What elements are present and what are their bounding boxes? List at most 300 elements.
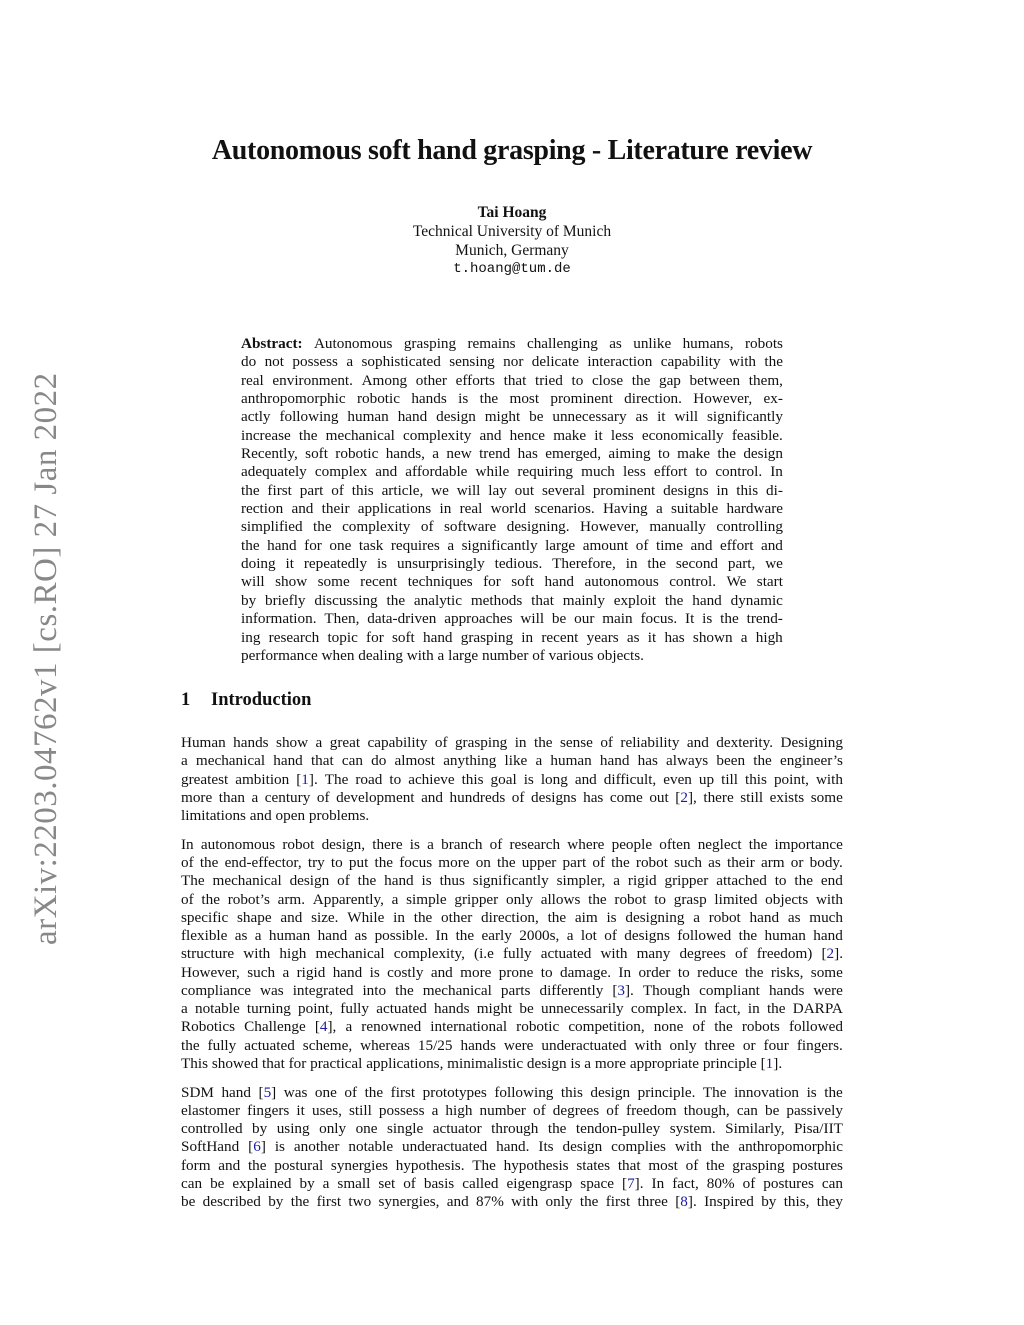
word: sophisticated <box>361 353 441 371</box>
word: effort <box>653 463 688 481</box>
word: robotic <box>356 390 400 408</box>
word: the <box>181 1036 200 1054</box>
word: Challenge <box>244 1018 306 1036</box>
word: the <box>631 371 651 389</box>
word: designing. <box>506 518 570 536</box>
citation-link[interactable]: 7 <box>627 1174 635 1192</box>
word: rigid <box>296 963 326 981</box>
word: However, <box>181 963 240 981</box>
word: a <box>181 1000 188 1017</box>
word: soft <box>391 628 415 646</box>
word: by <box>241 591 257 609</box>
citation-link[interactable]: 5 <box>263 1083 272 1101</box>
word: to <box>695 463 708 481</box>
word: of <box>489 835 503 853</box>
word: 2000s, <box>519 927 560 944</box>
citation-link[interactable]: 2 <box>826 945 835 963</box>
word: [1]. <box>760 1054 783 1072</box>
word: manually <box>649 518 706 536</box>
word: less <box>622 463 646 481</box>
word: requires <box>390 536 440 554</box>
word: scheme, <box>302 1036 353 1054</box>
word: of <box>600 734 613 751</box>
word: called <box>462 1174 499 1192</box>
word: main <box>602 610 633 628</box>
word: prototypes <box>422 1083 487 1101</box>
word: be <box>764 1101 780 1119</box>
word: In <box>618 963 632 981</box>
word: importance <box>774 835 843 853</box>
word: start <box>756 573 783 591</box>
text-line <box>241 610 783 628</box>
abstract-label: Abstract: <box>241 335 303 352</box>
word: hand <box>273 752 303 770</box>
word: the <box>824 1083 843 1101</box>
word: with <box>511 1193 539 1210</box>
word: control. <box>669 573 717 591</box>
introduction-body <box>181 734 843 1222</box>
word: a <box>251 788 259 806</box>
word: we <box>765 555 783 573</box>
word: Among <box>361 371 408 389</box>
word: of <box>606 1101 619 1119</box>
word: grasping <box>403 335 457 352</box>
word: design <box>436 408 476 426</box>
word: designing <box>625 908 685 926</box>
word: efforts <box>455 371 495 389</box>
word: much <box>809 908 843 926</box>
word: mechanical <box>195 752 266 770</box>
citation-link[interactable]: 4 <box>319 1018 328 1036</box>
word: following <box>279 408 339 426</box>
word: and <box>686 734 709 751</box>
word: [6] <box>248 1138 266 1156</box>
word: of <box>316 788 330 806</box>
word: aiming <box>608 445 651 463</box>
word: try <box>307 854 325 871</box>
word: of <box>685 1156 699 1174</box>
word: is <box>806 1083 817 1101</box>
word: put <box>348 854 369 871</box>
word: their <box>726 854 755 871</box>
word: of <box>420 518 434 536</box>
word: delicate <box>531 353 579 371</box>
word: fact, <box>672 1174 699 1192</box>
word: the <box>386 591 406 609</box>
word: as <box>609 335 622 352</box>
citation-link[interactable]: 8 <box>680 1193 688 1210</box>
word: will <box>241 573 265 591</box>
word: The <box>472 1156 496 1174</box>
word: arm <box>761 854 785 871</box>
word: soft <box>511 573 535 591</box>
word: road <box>355 770 383 788</box>
word: can <box>736 1101 758 1119</box>
word: renowned <box>361 1018 422 1036</box>
word: [2]. <box>821 945 843 963</box>
word: a <box>447 536 455 554</box>
word: focus. <box>640 610 678 628</box>
word: that <box>262 1054 285 1072</box>
word: grasping <box>460 628 514 646</box>
word: more <box>181 788 213 806</box>
word: be <box>181 1193 196 1210</box>
word: 87% <box>476 1193 504 1210</box>
word: grasping <box>732 1156 785 1174</box>
word: a <box>584 1054 592 1072</box>
word: scenarios. <box>534 500 595 518</box>
word: degrees <box>679 945 726 963</box>
word: another <box>293 1138 340 1156</box>
word: a <box>391 890 399 908</box>
text-line <box>241 353 783 371</box>
text-line <box>181 1120 843 1138</box>
text-line <box>241 518 783 536</box>
word: till <box>721 770 738 788</box>
word: been <box>716 752 746 770</box>
word: ambition <box>235 770 290 788</box>
word: or <box>742 1036 756 1054</box>
word: focus <box>399 854 433 871</box>
word: robotic <box>335 445 379 463</box>
word: only <box>669 1036 697 1054</box>
word: their <box>321 500 350 518</box>
word: the <box>364 1083 384 1101</box>
word: will <box>674 408 699 426</box>
word: underactuated <box>402 1138 488 1156</box>
text-line <box>241 537 783 555</box>
text-line <box>241 408 783 426</box>
word: size. <box>311 908 339 926</box>
word: like <box>504 752 528 770</box>
word: flexible <box>181 927 228 944</box>
word: rection <box>241 500 284 518</box>
word: of <box>635 536 649 554</box>
word: early <box>481 927 512 944</box>
word: of <box>692 1018 706 1036</box>
word: uses, <box>311 1101 342 1119</box>
word: autonomous <box>584 573 659 591</box>
word: be <box>551 610 567 628</box>
word: objects. <box>597 646 644 664</box>
word: hand <box>384 872 414 890</box>
citation-link[interactable]: 1 <box>301 770 309 788</box>
word: approaches <box>444 610 513 628</box>
word: and <box>430 963 453 981</box>
word: prominent <box>592 481 656 499</box>
citation-link[interactable]: 6 <box>253 1138 261 1156</box>
text-line <box>241 463 783 481</box>
word: risks, <box>770 963 804 981</box>
word: as <box>234 927 248 944</box>
word: the <box>497 854 516 871</box>
word: difficult, <box>603 770 657 788</box>
word: hardware <box>726 500 783 518</box>
word: a <box>427 835 434 853</box>
word: economically <box>641 426 724 444</box>
word: principle <box>702 1054 757 1072</box>
word: hand <box>599 752 630 770</box>
word: nor <box>503 353 524 371</box>
word: the <box>357 872 377 890</box>
citation-link[interactable]: 3 <box>617 981 625 999</box>
word: emerged, <box>545 445 602 463</box>
word: (i.e <box>474 945 494 963</box>
citation-link[interactable]: 2 <box>680 788 688 806</box>
word: even <box>663 770 692 788</box>
text-line <box>241 629 783 647</box>
word: complexity, <box>393 945 465 963</box>
word: 80% <box>706 1174 735 1192</box>
word: task <box>358 536 384 554</box>
word: still <box>740 788 764 806</box>
word: principle. <box>637 1083 696 1101</box>
text-line <box>181 1084 843 1102</box>
word: show <box>275 573 308 591</box>
word: on <box>475 854 491 871</box>
word: sense <box>559 734 593 751</box>
text-line <box>181 909 843 927</box>
word: Its <box>538 1138 554 1156</box>
word: is <box>369 963 380 981</box>
word: with <box>634 1036 662 1054</box>
word: is <box>421 872 432 890</box>
word: SDM <box>181 1083 214 1101</box>
word: is <box>274 1138 285 1156</box>
word: appropriate <box>629 1054 700 1072</box>
word: upper <box>521 854 557 871</box>
word: a <box>322 1174 330 1192</box>
word: innovation <box>734 1083 800 1101</box>
word: postures <box>763 1174 814 1192</box>
word: as <box>635 408 649 426</box>
word: hypothesis. <box>395 1156 465 1174</box>
word: significantly <box>472 872 549 890</box>
word: three <box>637 1193 668 1210</box>
word: the <box>766 1000 786 1017</box>
word: of <box>337 872 350 890</box>
word: topic <box>327 628 358 646</box>
text-line <box>241 372 783 390</box>
word: a <box>566 927 574 944</box>
word: passively <box>786 1101 843 1119</box>
word: the <box>533 734 553 751</box>
word: a <box>740 628 748 646</box>
word: grasping <box>454 734 508 751</box>
word: it <box>285 555 294 573</box>
word: can <box>821 1174 843 1192</box>
word: might <box>484 408 521 426</box>
word: is <box>458 390 469 408</box>
word: complex <box>314 463 368 481</box>
word: lay <box>488 481 507 499</box>
word: one <box>329 536 352 554</box>
word: feasible. <box>731 426 783 444</box>
word: robot <box>635 854 668 871</box>
word: applications <box>357 500 432 518</box>
word: aim <box>574 908 598 926</box>
word: robot’s <box>227 890 270 908</box>
word: such <box>247 963 276 981</box>
text-line <box>181 891 843 909</box>
word: complexity <box>342 518 411 536</box>
text-line <box>241 573 783 591</box>
word: postures <box>792 1156 843 1174</box>
word: to <box>330 854 343 871</box>
word: design <box>743 445 783 463</box>
word: In <box>770 463 783 481</box>
word: with <box>406 646 434 664</box>
word: always <box>666 752 709 770</box>
word: ex- <box>763 390 783 408</box>
word: high <box>445 1101 473 1119</box>
text-line <box>181 964 843 982</box>
word: is <box>523 770 534 788</box>
word: The <box>702 1083 727 1101</box>
word: the <box>753 752 772 770</box>
word: high <box>279 945 307 963</box>
word: with <box>600 945 628 963</box>
word: other <box>441 908 473 926</box>
word: to <box>540 963 553 981</box>
word: a <box>346 353 354 371</box>
word: it <box>594 426 603 444</box>
word: the <box>579 1193 599 1210</box>
word: mechanical <box>325 426 395 444</box>
word: of <box>344 1083 358 1101</box>
word: a <box>315 734 323 751</box>
word: Recently, <box>241 445 298 463</box>
word: with <box>815 770 843 788</box>
word: as <box>354 927 368 944</box>
word: This <box>181 1054 209 1072</box>
word: the <box>720 610 739 628</box>
word: of <box>742 1174 756 1192</box>
word: discussing <box>314 591 378 609</box>
word: the <box>290 1193 310 1210</box>
word: hundreds <box>449 788 506 806</box>
word: In <box>694 1000 707 1017</box>
word: ing <box>241 628 261 646</box>
word: for <box>366 628 384 646</box>
word: parts <box>500 981 531 999</box>
word: The <box>181 872 205 890</box>
word: has <box>583 788 604 806</box>
text-line <box>181 854 843 872</box>
word: Human <box>181 734 226 751</box>
word: hand <box>749 908 780 926</box>
word: arm. <box>277 890 306 908</box>
word: only <box>545 1193 573 1210</box>
word: the <box>738 927 758 944</box>
word: SoftHand <box>181 1138 240 1156</box>
word: it <box>657 408 666 426</box>
word: a <box>254 927 262 944</box>
word: However, <box>580 518 639 536</box>
word: rigid <box>627 872 657 890</box>
word: dexterity. <box>716 734 774 751</box>
word: a <box>437 646 445 664</box>
word: adequately <box>241 463 307 481</box>
word: large <box>448 646 479 664</box>
author-affiliation: Technical University of Munich <box>412 223 612 240</box>
word: greatest <box>181 770 229 788</box>
word: people <box>611 835 653 853</box>
word: hands <box>233 734 269 751</box>
word: significantly <box>707 408 783 426</box>
citation-link[interactable]: 1 <box>765 1054 774 1072</box>
word: up <box>698 770 715 788</box>
word: hand <box>221 1083 251 1101</box>
word: a <box>181 752 188 770</box>
word: make <box>677 445 711 463</box>
word: they <box>816 1193 843 1210</box>
word: other <box>415 371 447 389</box>
word: and <box>291 500 314 518</box>
word: the <box>794 872 813 890</box>
word: In <box>651 1174 665 1192</box>
text-line <box>181 1055 843 1073</box>
word: designs <box>530 788 577 806</box>
word: real <box>459 500 483 518</box>
word: hands <box>460 1036 496 1054</box>
word: be <box>529 408 544 426</box>
word: will <box>520 610 545 628</box>
text-line <box>181 1000 843 1018</box>
word: [3]. <box>612 981 634 999</box>
word: hence <box>509 426 546 444</box>
word: of <box>511 788 525 806</box>
word: in <box>514 734 527 751</box>
word: only <box>505 890 533 908</box>
word: goal <box>490 770 517 788</box>
word: direction, <box>481 908 539 926</box>
word: attached <box>716 872 767 890</box>
word: with <box>674 1138 702 1156</box>
word: design, <box>321 835 366 853</box>
word: most <box>509 390 540 408</box>
word: space <box>580 1174 615 1192</box>
word: has <box>517 445 538 463</box>
word: the <box>201 890 220 908</box>
word: high <box>755 628 783 646</box>
word: there <box>703 788 734 806</box>
word: that <box>617 1156 641 1174</box>
author-location: Munich, Germany <box>455 242 569 259</box>
word: this <box>461 770 484 788</box>
word: [8]. <box>675 1193 697 1210</box>
word: the <box>455 927 475 944</box>
word: in <box>625 555 638 573</box>
word: fully <box>340 1000 369 1017</box>
word: in <box>393 908 405 926</box>
word: possible. <box>374 927 429 944</box>
word: the <box>241 536 260 554</box>
word: possess <box>292 353 338 371</box>
word: mechanical <box>422 981 492 999</box>
word: actuator <box>432 1120 482 1137</box>
word: doing <box>241 555 276 573</box>
word: by <box>761 1193 777 1210</box>
word: actuated <box>244 1036 295 1054</box>
word: time <box>655 536 683 554</box>
text-line <box>181 1138 843 1156</box>
word: notable <box>348 1138 394 1156</box>
word: body. <box>809 854 843 871</box>
word: tedious. <box>494 555 543 573</box>
word: two <box>348 1193 372 1210</box>
author-name: Tai Hoang <box>477 204 547 221</box>
